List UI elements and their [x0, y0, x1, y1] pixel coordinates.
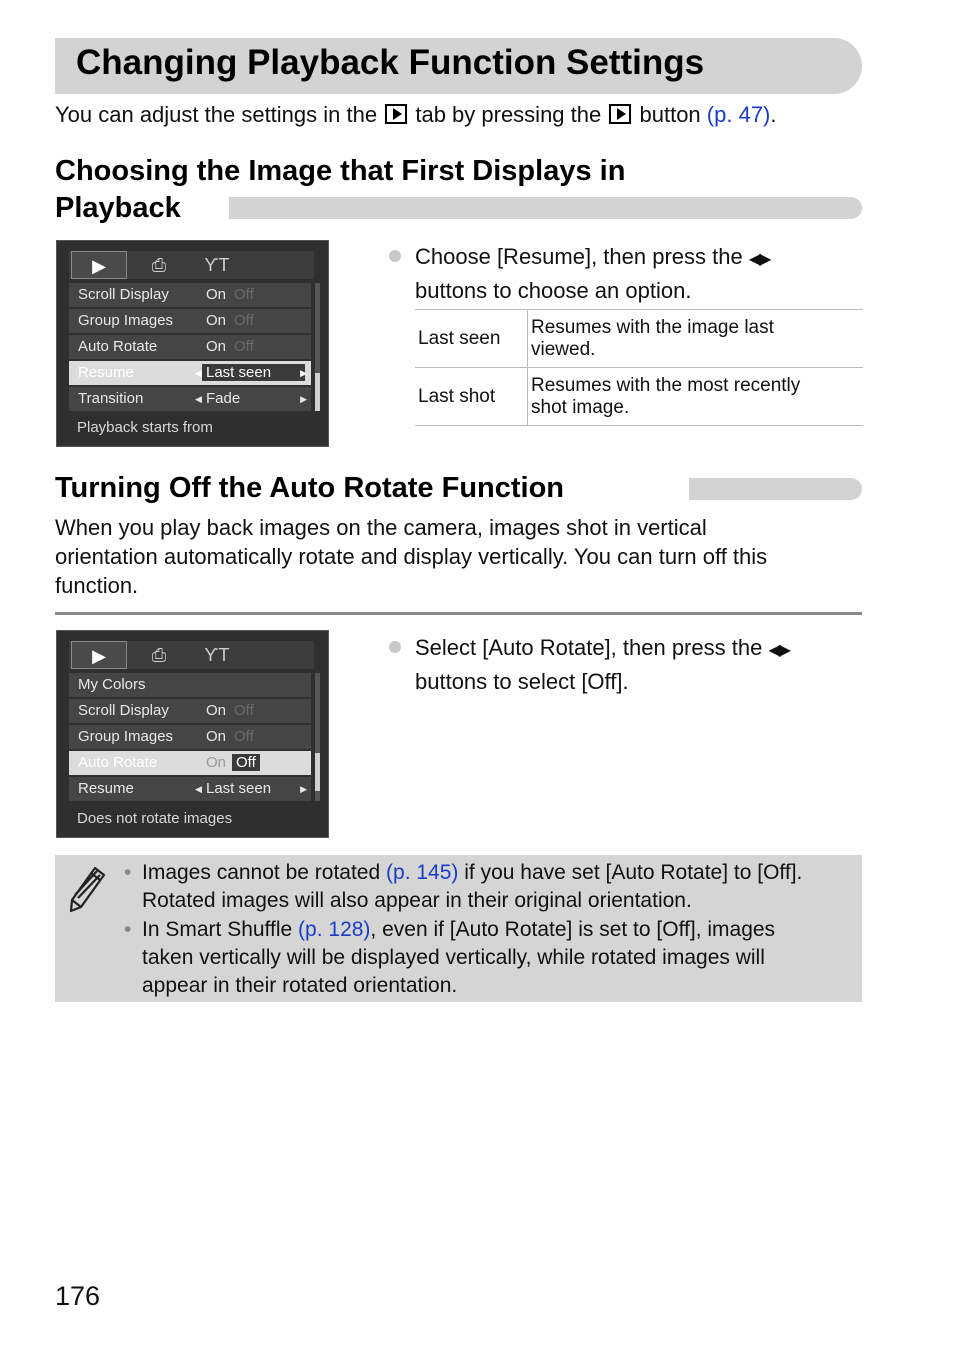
left-right-buttons-icon: ◀▶: [768, 642, 790, 659]
intro-text: [55, 100, 777, 130]
page-link-47[interactable]: (p. 47): [706, 102, 771, 127]
step-bullet-icon: [389, 641, 401, 653]
tab-print: ⎙: [151, 645, 167, 665]
left-arrow-icon: ◀: [195, 394, 202, 404]
menu-row-value: On: [206, 312, 227, 329]
page-link-128[interactable]: (p. 128): [298, 918, 371, 941]
camera-menu-screen-resume: [56, 240, 329, 447]
section2-heading-bar: [689, 478, 862, 500]
table-row: [415, 310, 863, 368]
option-description: [528, 368, 864, 426]
menu-row-label: Resume: [78, 780, 134, 797]
note-text: [124, 859, 857, 1000]
menu-row-resume-selected: [69, 361, 311, 385]
section1-heading-bar: [229, 197, 862, 219]
menu-row-label: Group Images: [78, 312, 174, 329]
menu-row-value: Last seen: [202, 364, 305, 381]
menu-row-alt: Off: [234, 312, 254, 329]
menu-tabs: [69, 641, 314, 669]
note-item: [124, 859, 857, 915]
menu-row-my-colors: [69, 673, 311, 697]
menu-scrollbar-thumb: [315, 373, 320, 411]
menu-row-value: On: [206, 286, 227, 303]
menu-row-group-images: [69, 309, 311, 333]
page-title: Changing Playback Function Settings: [76, 43, 705, 82]
right-arrow-icon: ▶: [300, 784, 307, 794]
menu-row-alt: Off: [234, 728, 254, 745]
section2-paragraph: [55, 513, 862, 600]
left-right-buttons-icon: ◀▶: [748, 251, 770, 268]
pencil-icon: [67, 865, 107, 913]
menu-row-alt: Off: [234, 702, 254, 719]
divider: [55, 612, 862, 615]
menu-row-alt: Off: [234, 338, 254, 355]
menu-row-label: Group Images: [78, 728, 174, 745]
para-line1: When you play back images on the camera, images shot in vertical: [55, 515, 707, 540]
playback-icon: [385, 104, 407, 124]
menu-row-label: Transition: [78, 390, 144, 407]
menu-row-label: Auto Rotate: [78, 754, 158, 771]
note2-line3: appear in their rotated orientation.: [142, 974, 458, 997]
section1-heading-line2: Playback: [55, 192, 181, 224]
right-arrow-icon: ▶: [300, 394, 307, 404]
menu-row-auto-rotate-selected: [69, 751, 311, 775]
note-bullet-icon: •: [124, 918, 132, 941]
para-line2: orientation automatically rotate and display vertically. You can turn off this: [55, 544, 768, 569]
description-line1: Resumes with the image last: [531, 316, 774, 338]
option-description: [528, 310, 864, 368]
page-number: 176: [55, 1281, 101, 1311]
camera-menu-screen-auto-rotate: [56, 630, 329, 838]
section1-heading-line1: Choosing the Image that First Displays in: [55, 155, 626, 187]
note-bullet-icon: •: [124, 861, 132, 884]
menu-row-alt: Off: [234, 286, 254, 303]
table-row: [415, 368, 863, 426]
page-title-bar: [55, 38, 862, 94]
menu-row-resume: [69, 777, 311, 801]
step2-line2: buttons to select [Off].: [415, 669, 629, 694]
tab-print: ⎙: [151, 255, 167, 275]
step-choose-resume: [389, 241, 859, 306]
right-arrow-icon: ▶: [300, 368, 307, 378]
step2-line1: Select [Auto Rotate], then press the: [415, 635, 763, 660]
menu-row-scroll-display: [69, 699, 311, 723]
description-line2: viewed.: [531, 338, 596, 360]
note1-line2: Rotated images will also appear in their original orientation.: [142, 889, 692, 912]
menu-row-scroll-display: [69, 283, 311, 307]
menu-row-value: On: [206, 754, 227, 771]
note-item: [124, 916, 857, 1000]
section-heading-auto-rotate: Turning Off the Auto Rotate Function: [55, 472, 565, 504]
note2-part-b: , even if [Auto Rotate] is set to [Off], images: [370, 918, 776, 941]
menu-row-value: Fade: [206, 390, 241, 407]
page-link-145[interactable]: (p. 145): [386, 861, 459, 884]
menu-scrollbar: [315, 673, 320, 801]
step-select-auto-rotate: [389, 632, 859, 697]
note2-part-a: In Smart Shuffle: [142, 918, 293, 941]
menu-row-value: On: [206, 728, 227, 745]
description-line2: shot image.: [531, 396, 630, 418]
menu-row-group-images: [69, 725, 311, 749]
menu-row-auto-rotate: [69, 335, 311, 359]
menu-row-label: My Colors: [78, 676, 146, 693]
description-line1: Resumes with the most recently: [531, 374, 801, 396]
menu-tabs: [69, 251, 314, 279]
intro-part2: tab by pressing the: [415, 102, 602, 127]
tab-playback: ▶: [71, 641, 127, 669]
menu-row-label: Scroll Display: [78, 702, 169, 719]
menu-row-value: Last seen: [206, 780, 272, 797]
step-bullet-icon: [389, 250, 401, 262]
note1-part-a: Images cannot be rotated: [142, 861, 381, 884]
step1-line2: buttons to choose an option.: [415, 278, 692, 303]
menu-row-alt-selected: Off: [232, 754, 260, 771]
menu-footer-hint: Playback starts from: [77, 419, 213, 436]
note-box: [55, 855, 862, 1002]
menu-scrollbar: [315, 283, 320, 411]
intro-part3: button: [639, 102, 701, 127]
menu-row-value: On: [206, 338, 227, 355]
resume-options-table: [415, 309, 863, 426]
note2-line2: taken vertically will be displayed vertically, while rotated images will: [142, 946, 765, 969]
option-name: Last shot: [415, 368, 528, 426]
left-arrow-icon: ◀: [195, 368, 202, 378]
menu-row-label: Scroll Display: [78, 286, 169, 303]
step1-line1: Choose [Resume], then press the: [415, 244, 743, 269]
playback-button-icon: [609, 104, 631, 124]
para-line3: function.: [55, 573, 139, 598]
menu-footer-hint: Does not rotate images: [77, 810, 233, 827]
tab-playback: ▶: [71, 251, 127, 279]
menu-row-value: On: [206, 702, 227, 719]
intro-end: .: [770, 102, 777, 127]
tab-settings: ƳT: [204, 255, 230, 275]
option-name: Last seen: [415, 310, 528, 368]
menu-row-label: Resume: [78, 364, 134, 381]
intro-part1: You can adjust the settings in the: [55, 102, 378, 127]
tab-settings: ƳT: [204, 645, 230, 665]
menu-scrollbar-thumb: [315, 753, 320, 791]
menu-row-transition: [69, 387, 311, 411]
menu-row-label: Auto Rotate: [78, 338, 158, 355]
note1-part-b: if you have set [Auto Rotate] to [Off].: [464, 861, 803, 884]
left-arrow-icon: ◀: [195, 784, 202, 794]
